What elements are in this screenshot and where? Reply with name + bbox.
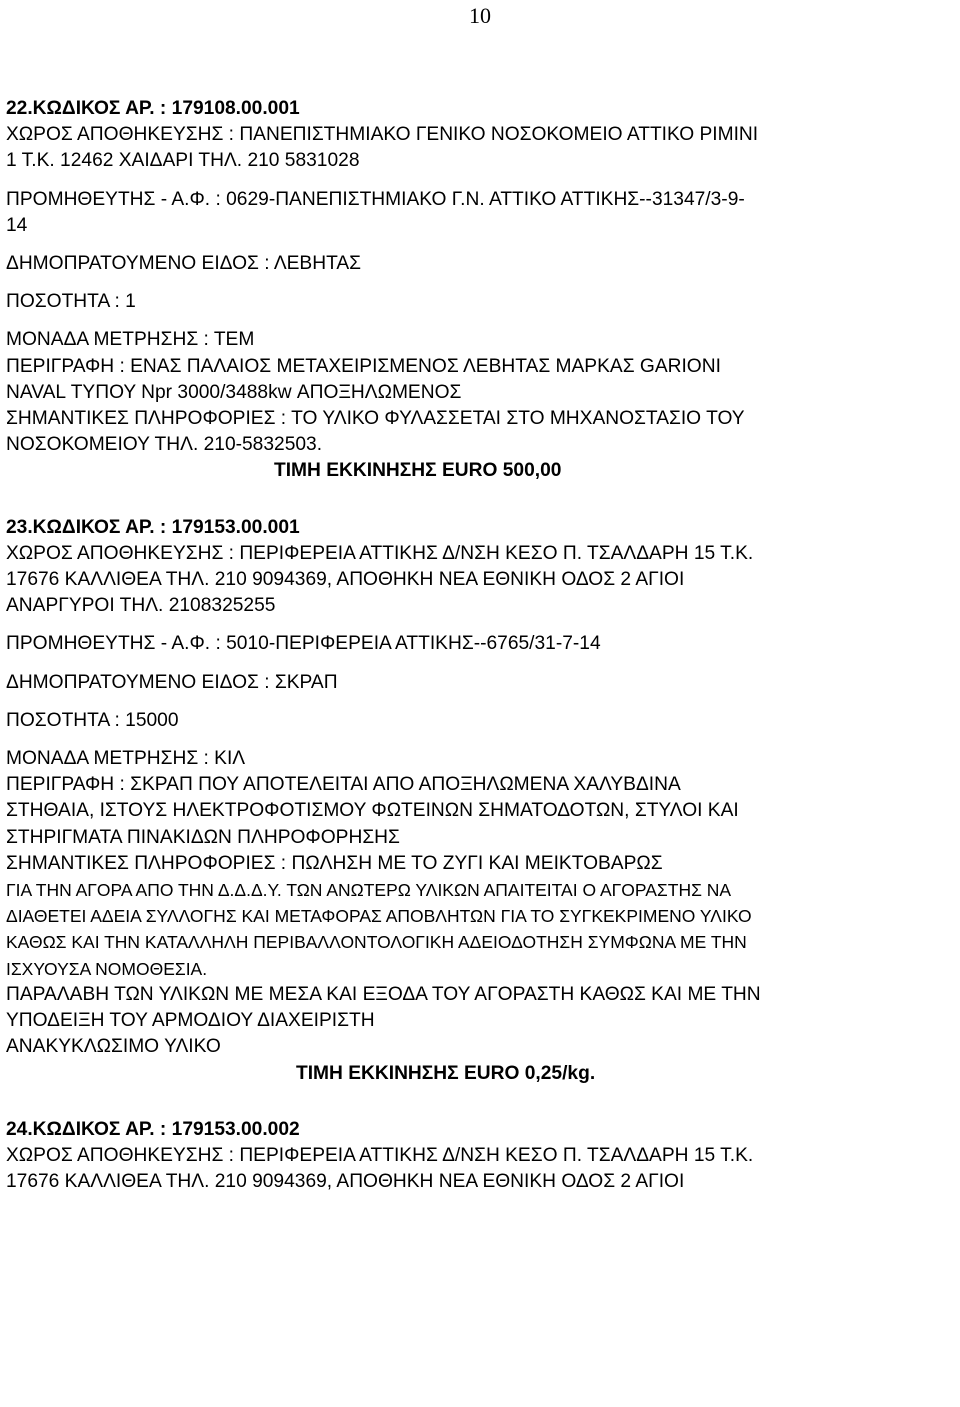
storage-location-line: 1 Τ.Κ. 12462 ΧΑΙΔΑΡΙ ΤΗΛ. 210 5831028 [6, 150, 360, 172]
info-line: ΥΠΟΔΕΙΞΗ ΤΟΥ ΑΡΜΟΔΙΟΥ ΔΙΑΧΕΙΡΙΣΤΗ [6, 1010, 375, 1032]
info-line: ΑΝΑΚΥΚΛΩΣΙΜΟ ΥΛΙΚΟ [6, 1036, 221, 1058]
info-line: ΠΑΡΑΛΑΒΗ ΤΩΝ ΥΛΙΚΩΝ ΜΕ ΜΕΣΑ ΚΑΙ ΕΞΟΔΑ ΤΟΥ ΑΓΟΡΑΣΤΗ ΚΑΘΩΣ ΚΑΙ ΜΕ ΤΗΝ [6, 983, 761, 1005]
description-line: ΣΤΗΡΙΓΜΑΤΑ ΠΙΝΑΚΙΔΩΝ ΠΛΗΡΟΦΟΡΗΣΗΣ [6, 826, 400, 848]
description-line: NAVAL ΤΥΠΟΥ Npr 3000/3488kw ΑΠΟΞΗΛΩΜΕΝΟΣ [6, 381, 462, 403]
description-line: ΠΕΡΙΓΡΑΦΗ : ΕΝΑΣ ΠΑΛΑΙΟΣ ΜΕΤΑΧΕΙΡΙΣΜΕΝΟΣ ΛΕΒΗΤΑΣ ΜΑΡΚΑΣ GARIONI [6, 355, 721, 377]
item-22 [6, 96, 956, 485]
info-line: ΓΙΑ ΤΗΝ ΑΓΟΡΑ ΑΠΟ ΤΗΝ Δ.Δ.Δ.Υ. ΤΩΝ ΑΝΩΤΕΡΩ ΥΛΙΚΩΝ ΑΠΑΙΤΕΙΤΑΙ Ο ΑΓΟΡΑΣΤΗΣ ΝΑ [6, 880, 732, 901]
item-code: 22.ΚΩΔΙΚΟΣ ΑΡ. : 179108.00.001 [6, 98, 300, 119]
storage-location-line: ΧΩΡΟΣ ΑΠΟΘΗΚΕΥΣΗΣ : ΠΕΡΙΦΕΡΕΙΑ ΑΤΤΙΚΗΣ Δ/ΝΣΗ ΚΕΣΟ Π. ΤΣΑΛΔΑΡΗ 15 Τ.Κ. [6, 1144, 754, 1166]
measurement-unit: ΜΟΝΑΔΑ ΜΕΤΡΗΣΗΣ : ΤΕΜ [6, 329, 255, 351]
storage-location-line: ΧΩΡΟΣ ΑΠΟΘΗΚΕΥΣΗΣ : ΠΕΡΙΦΕΡΕΙΑ ΑΤΤΙΚΗΣ Δ/ΝΣΗ ΚΕΣΟ Π. ΤΣΑΛΔΑΡΗ 15 Τ.Κ. [6, 542, 754, 564]
info-line: ΚΑΘΩΣ ΚΑΙ ΤΗΝ ΚΑΤΑΛΛΗΛΗ ΠΕΡΙΒΑΛΛΟΝΤΟΛΟΓΙΚΗ ΑΔΕΙΟΔΟΤΗΣΗ ΣΥΜΦΩΝΑ ΜΕ ΤΗΝ [6, 932, 747, 953]
document-body [6, 96, 956, 1195]
storage-location-line: ΧΩΡΟΣ ΑΠΟΘΗΚΕΥΣΗΣ : ΠΑΝΕΠΙΣΤΗΜΙΑΚΟ ΓΕΝΙΚΟ ΝΟΣΟΚΟΜΕΙΟ ΑΤΤΙΚΟ ΡΙΜΙΝΙ [6, 124, 759, 146]
item-code: 24.ΚΩΔΙΚΟΣ ΑΡ. : 179153.00.002 [6, 1118, 300, 1140]
starting-price: ΤΙΜΗ ΕΚΚΙΝΗΣΗΣ EURO 500,00 [274, 460, 562, 482]
item-23 [6, 515, 956, 1087]
supplier-line: 14 [6, 214, 28, 236]
starting-price: ΤΙΜΗ ΕΚΚΙΝΗΣΗΣ EURO 0,25/kg. [296, 1062, 596, 1084]
info-line: ΔΙΑΘΕΤΕΙ ΑΔΕΙΑ ΣΥΛΛΟΓΗΣ ΚΑΙ ΜΕΤΑΦΟΡΑΣ ΑΠΟΒΛΗΤΩΝ ΓΙΑ ΤΟ ΣΥΓΚΕΚΡΙΜΕΝΟ ΥΛΙΚΟ [6, 906, 752, 927]
quantity: ΠΟΣΟΤΗΤΑ : 1 [6, 291, 136, 313]
quantity: ΠΟΣΟΤΗΤΑ : 15000 [6, 709, 179, 731]
auctioned-item: ΔΗΜΟΠΡΑΤΟΥΜΕΝΟ ΕΙΔΟΣ : ΣΚΡΑΠ [6, 671, 338, 693]
item-code: 23.ΚΩΔΙΚΟΣ ΑΡ. : 179153.00.001 [6, 516, 300, 538]
measurement-unit: ΜΟΝΑΔΑ ΜΕΤΡΗΣΗΣ : ΚΙΛ [6, 748, 246, 770]
auctioned-item: ΔΗΜΟΠΡΑΤΟΥΜΕΝΟ ΕΙΔΟΣ : ΛΕΒΗΤΑΣ [6, 253, 362, 275]
storage-location-line: ΑΝΑΡΓΥΡΟΙ ΤΗΛ. 2108325255 [6, 595, 276, 617]
info-line: ΙΣΧΥΟΥΣΑ ΝΟΜΟΘΕΣΙΑ. [6, 958, 208, 979]
description-line: ΣΤΗΘΑΙΑ, ΙΣΤΟΥΣ ΗΛΕΚΤΡΟΦΟΤΙΣΜΟΥ ΦΩΤΕΙΝΩΝ ΣΗΜΑΤΟΔΟΤΩΝ, ΣΤΥΛΟΙ ΚΑΙ [6, 800, 739, 822]
supplier-line: ΠΡΟΜΗΘΕΥΤΗΣ - Α.Φ. : 5010-ΠΕΡΙΦΕΡΕΙΑ ΑΤΤΙΚΗΣ--6765/31-7-14 [6, 633, 601, 655]
storage-location-line: 17676 ΚΑΛΛΙΘΕΑ ΤΗΛ. 210 9094369, ΑΠΟΘΗΚΗ ΝΕΑ ΕΘΝΙΚΗ ΟΔΟΣ 2 ΑΓΙΟΙ [6, 569, 685, 591]
description-line: ΠΕΡΙΓΡΑΦΗ : ΣΚΡΑΠ ΠΟΥ ΑΠΟΤΕΛΕΙΤΑΙ ΑΠΟ ΑΠΟΞΗΛΩΜΕΝΑ ΧΑΛΥΒΔΙΝΑ [6, 774, 681, 796]
info-line: ΝΟΣΟΚΟΜΕΙΟΥ ΤΗΛ. 210-5832503. [6, 434, 323, 456]
storage-location-line: 17676 ΚΑΛΛΙΘΕΑ ΤΗΛ. 210 9094369, ΑΠΟΘΗΚΗ ΝΕΑ ΕΘΝΙΚΗ ΟΔΟΣ 2 ΑΓΙΟΙ [6, 1171, 685, 1193]
info-line: ΣΗΜΑΝΤΙΚΕΣ ΠΛΗΡΟΦΟΡΙΕΣ : ΠΩΛΗΣΗ ΜΕ ΤΟ ΖΥΓΙ ΚΑΙ ΜΕΙΚΤΟΒΑΡΩΣ [6, 852, 663, 874]
page-number: 10 [469, 3, 491, 28]
item-24 [6, 1117, 956, 1196]
info-line: ΣΗΜΑΝΤΙΚΕΣ ΠΛΗΡΟΦΟΡΙΕΣ : ΤΟ ΥΛΙΚΟ ΦΥΛΑΣΣΕΤΑΙ ΣΤΟ ΜΗΧΑΝΟΣΤΑΣΙΟ ΤΟΥ [6, 408, 745, 430]
supplier-line: ΠΡΟΜΗΘΕΥΤΗΣ - Α.Φ. : 0629-ΠΑΝΕΠΙΣΤΗΜΙΑΚΟ Γ.Ν. ΑΤΤΙΚΟ ΑΤΤΙΚΗΣ--31347/3-9- [6, 188, 745, 210]
